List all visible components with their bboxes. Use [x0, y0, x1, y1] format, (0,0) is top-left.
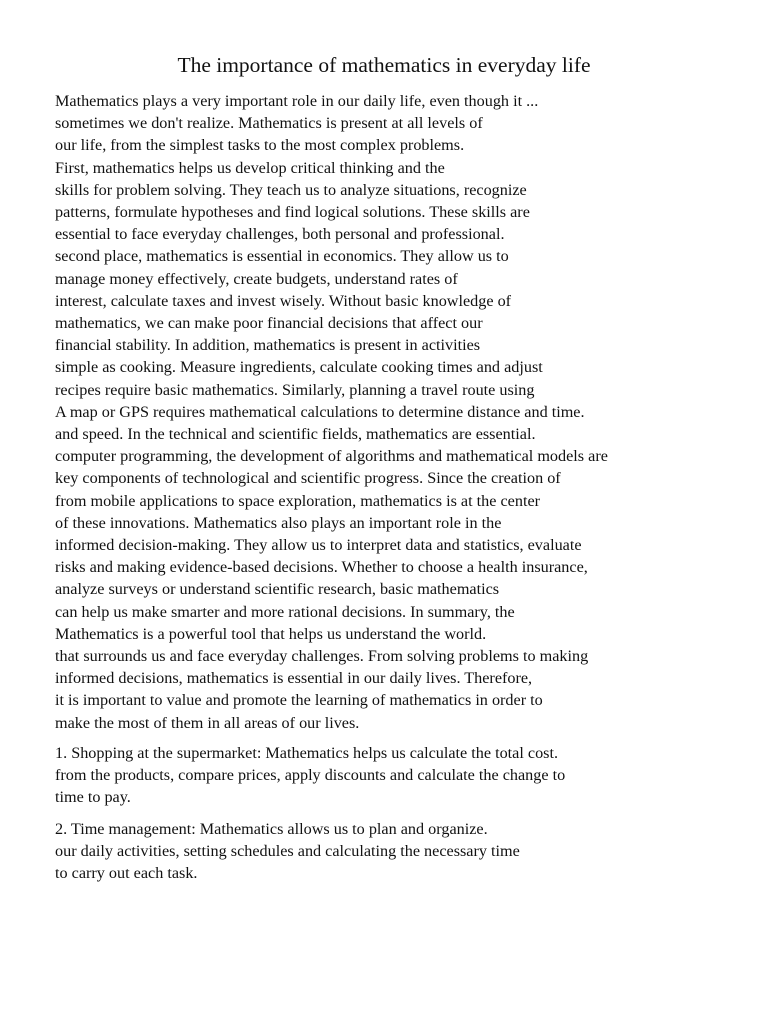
body-line: analyze surveys or understand scientific research, basic mathematics: [55, 580, 500, 599]
body-line: A map or GPS requires mathematical calculations to determine distance and time.: [55, 402, 585, 421]
document-title: The importance of mathematics in everyday life: [177, 53, 591, 77]
body-line: key components of technological and scientific progress. Since the creation of: [55, 469, 561, 488]
body-line: our life, from the simplest tasks to the most complex problems.: [55, 136, 465, 155]
body-line: can help us make smarter and more rational decisions. In summary, the: [55, 602, 515, 621]
body-line: risks and making evidence-based decisions. Whether to choose a health insurance,: [55, 558, 588, 577]
body-line: informed decisions, mathematics is essential in our daily lives. Therefore,: [55, 669, 533, 688]
list-line: 1. Shopping at the supermarket: Mathematics helps us calculate the total cost.: [55, 744, 559, 762]
list-item-time-management: [55, 818, 755, 885]
body-line: mathematics, we can make poor financial decisions that affect our: [55, 314, 483, 333]
body-line: that surrounds us and face everyday challenges. From solving problems to making: [55, 647, 589, 666]
body-line: interest, calculate taxes and invest wisely. Without basic knowledge of: [55, 291, 512, 310]
body-line: skills for problem solving. They teach us to analyze situations, recognize: [55, 180, 527, 199]
body-paragraph: [55, 90, 755, 734]
body-line: and speed. In the technical and scientific fields, mathematics are essential.: [55, 425, 536, 444]
body-line: manage money effectively, create budgets, understand rates of: [55, 269, 458, 288]
list-line: our daily activities, setting schedules and calculating the necessary time: [55, 842, 520, 861]
body-line: informed decision-making. They allow us to interpret data and statistics, evaluate: [55, 536, 582, 555]
list-line: time to pay.: [55, 788, 131, 807]
body-line: sometimes we don't realize. Mathematics is present at all levels of: [55, 114, 483, 133]
body-line: it is important to value and promote the learning of mathematics in order to: [55, 691, 543, 710]
body-line: essential to face everyday challenges, both personal and professional.: [55, 225, 505, 244]
body-line: computer programming, the development of algorithms and mathematical models are: [55, 447, 608, 466]
body-line: from mobile applications to space exploration, mathematics is at the center: [55, 491, 541, 510]
body-line: second place, mathematics is essential in economics. They allow us to: [55, 247, 509, 266]
body-line: make the most of them in all areas of our lives.: [55, 713, 360, 732]
body-line: simple as cooking. Measure ingredients, calculate cooking times and adjust: [55, 358, 543, 377]
body-line: financial stability. In addition, mathematics is present in activities: [55, 336, 481, 355]
body-line: First, mathematics helps us develop critical thinking and the: [55, 158, 445, 177]
list-item-shopping: [55, 742, 755, 809]
list-line: 2. Time management: Mathematics allows us to plan and organize.: [55, 820, 488, 838]
list-line: to carry out each task.: [55, 864, 198, 883]
body-line: of these innovations. Mathematics also plays an important role in the: [55, 513, 502, 532]
body-line: Mathematics is a powerful tool that helps us understand the world.: [55, 624, 487, 643]
body-line: patterns, formulate hypotheses and find logical solutions. These skills are: [55, 203, 530, 222]
body-line: Mathematics plays a very important role in our daily life, even though it ...: [55, 92, 539, 110]
body-line: recipes require basic mathematics. Similarly, planning a travel route using: [55, 380, 535, 399]
list-line: from the products, compare prices, apply discounts and calculate the change to: [55, 766, 566, 785]
